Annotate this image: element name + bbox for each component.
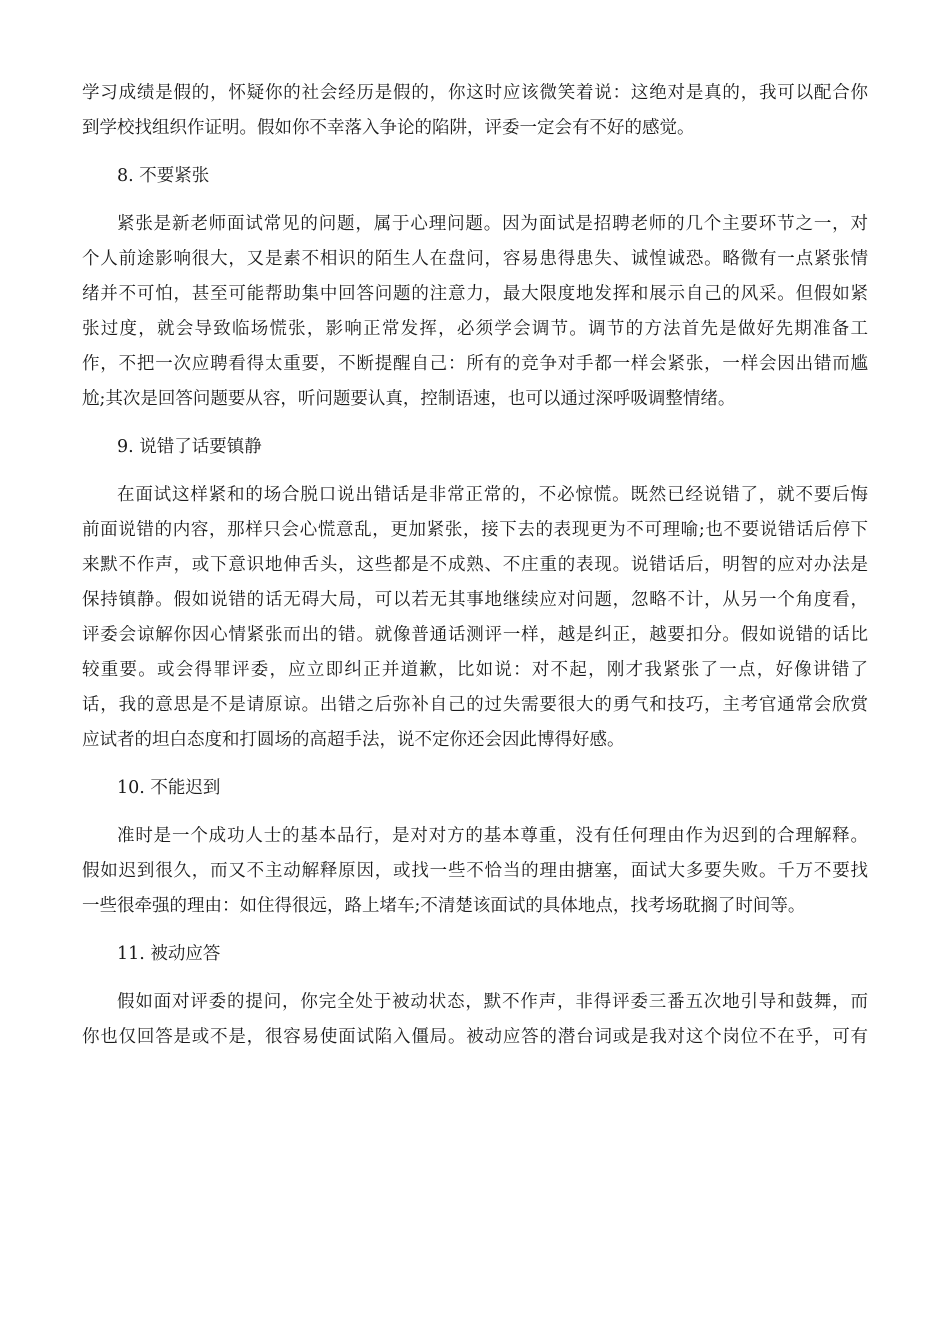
section-heading-11: 11. 被动应答 bbox=[117, 944, 221, 964]
text-line: 话，我的意思是不是请原谅。出错之后弥补自己的过失需要很大的勇气和技巧，主考官通常会欣赏 bbox=[82, 695, 868, 715]
section-heading-10: 10. 不能迟到 bbox=[117, 778, 221, 798]
text-line: 准时是一个成功人士的基本品行，是对对方的基本尊重，没有任何理由作为迟到的合理解释。 bbox=[117, 826, 868, 846]
text-line: 假如迟到很久，而又不主动解释原因，或找一些不恰当的理由搪塞，面试大多要失败。千万不要找 bbox=[82, 861, 868, 881]
section-heading-8: 8. 不要紧张 bbox=[117, 166, 210, 186]
text-line: 绪并不可怕，甚至可能帮助集中回答问题的注意力，最大限度地发挥和展示自己的风采。但假如紧 bbox=[82, 284, 868, 304]
paragraph-nervousness bbox=[82, 207, 868, 417]
document-page bbox=[82, 76, 868, 1055]
text-line: 假如面对评委的提问，你完全处于被动状态，默不作声，非得评委三番五次地引导和鼓舞，而 bbox=[117, 992, 868, 1012]
text-line: 作，不把一次应聘看得太重要，不断提醒自己：所有的竞争对手都一样会紧张，一样会因出错而尴 bbox=[82, 354, 868, 374]
text-line: 较重要。或会得罪评委，应立即纠正并道歉，比如说：对不起，刚才我紧张了一点，好像讲错了 bbox=[82, 660, 868, 680]
section-heading-9: 9. 说错了话要镇静 bbox=[117, 437, 262, 457]
text-line: 在面试这样紧和的场合脱口说出错话是非常正常的，不必惊慌。既然已经说错了，就不要后悔 bbox=[117, 485, 868, 505]
paragraph-continuation bbox=[82, 76, 868, 146]
text-line: 你也仅回答是或不是，很容易使面试陷入僵局。被动应答的潜台词或是我对这个岗位不在乎，可有 bbox=[82, 1027, 868, 1047]
text-line: 张过度，就会导致临场慌张，影响正常发挥，必须学会调节。调节的方法首先是做好先期准备工 bbox=[82, 319, 868, 339]
text-line: 评委会谅解你因心情紧张而出的错。就像普通话测评一样，越是纠正，越要扣分。假如说错的话比 bbox=[82, 625, 868, 645]
text-line: 尬;其次是回答问题要从容，听问题要认真，控制语速，也可以通过深呼吸调整情绪。 bbox=[82, 389, 736, 409]
text-line: 前面说错的内容，那样只会心慌意乱，更加紧张，接下去的表现更为不可理喻;也不要说错话后停下 bbox=[82, 520, 868, 540]
paragraph-misspeak bbox=[82, 478, 868, 758]
text-line: 来默不作声，或下意识地伸舌头，这些都是不成熟、不庄重的表现。说错话后，明智的应对办法是 bbox=[82, 555, 868, 575]
text-line: 一些很牵强的理由：如住得很远，路上堵车;不清楚该面试的具体地点，找考场耽搁了时间等。 bbox=[82, 896, 806, 916]
text-line: 应试者的坦白态度和打圆场的高超手法，说不定你还会因此博得好感。 bbox=[82, 730, 625, 750]
text-line: 保持镇静。假如说错的话无碍大局，可以若无其事地继续应对问题，忽略不计，从另一个角度看， bbox=[82, 590, 868, 610]
text-line: 个人前途影响很大，又是素不相识的陌生人在盘问，容易患得患失、诚惶诚恐。略微有一点紧张情 bbox=[82, 249, 868, 269]
text-line: 到学校找组织作证明。假如你不幸落入争论的陷阱，评委一定会有不好的感觉。 bbox=[82, 118, 695, 138]
paragraph-passive-answer bbox=[82, 985, 868, 1055]
paragraph-punctuality bbox=[82, 819, 868, 924]
text-line: 学习成绩是假的，怀疑你的社会经历是假的，你这时应该微笑着说：这绝对是真的，我可以配合你 bbox=[82, 83, 868, 103]
text-line: 紧张是新老师面试常见的问题，属于心理问题。因为面试是招聘老师的几个主要环节之一，对 bbox=[117, 214, 868, 234]
